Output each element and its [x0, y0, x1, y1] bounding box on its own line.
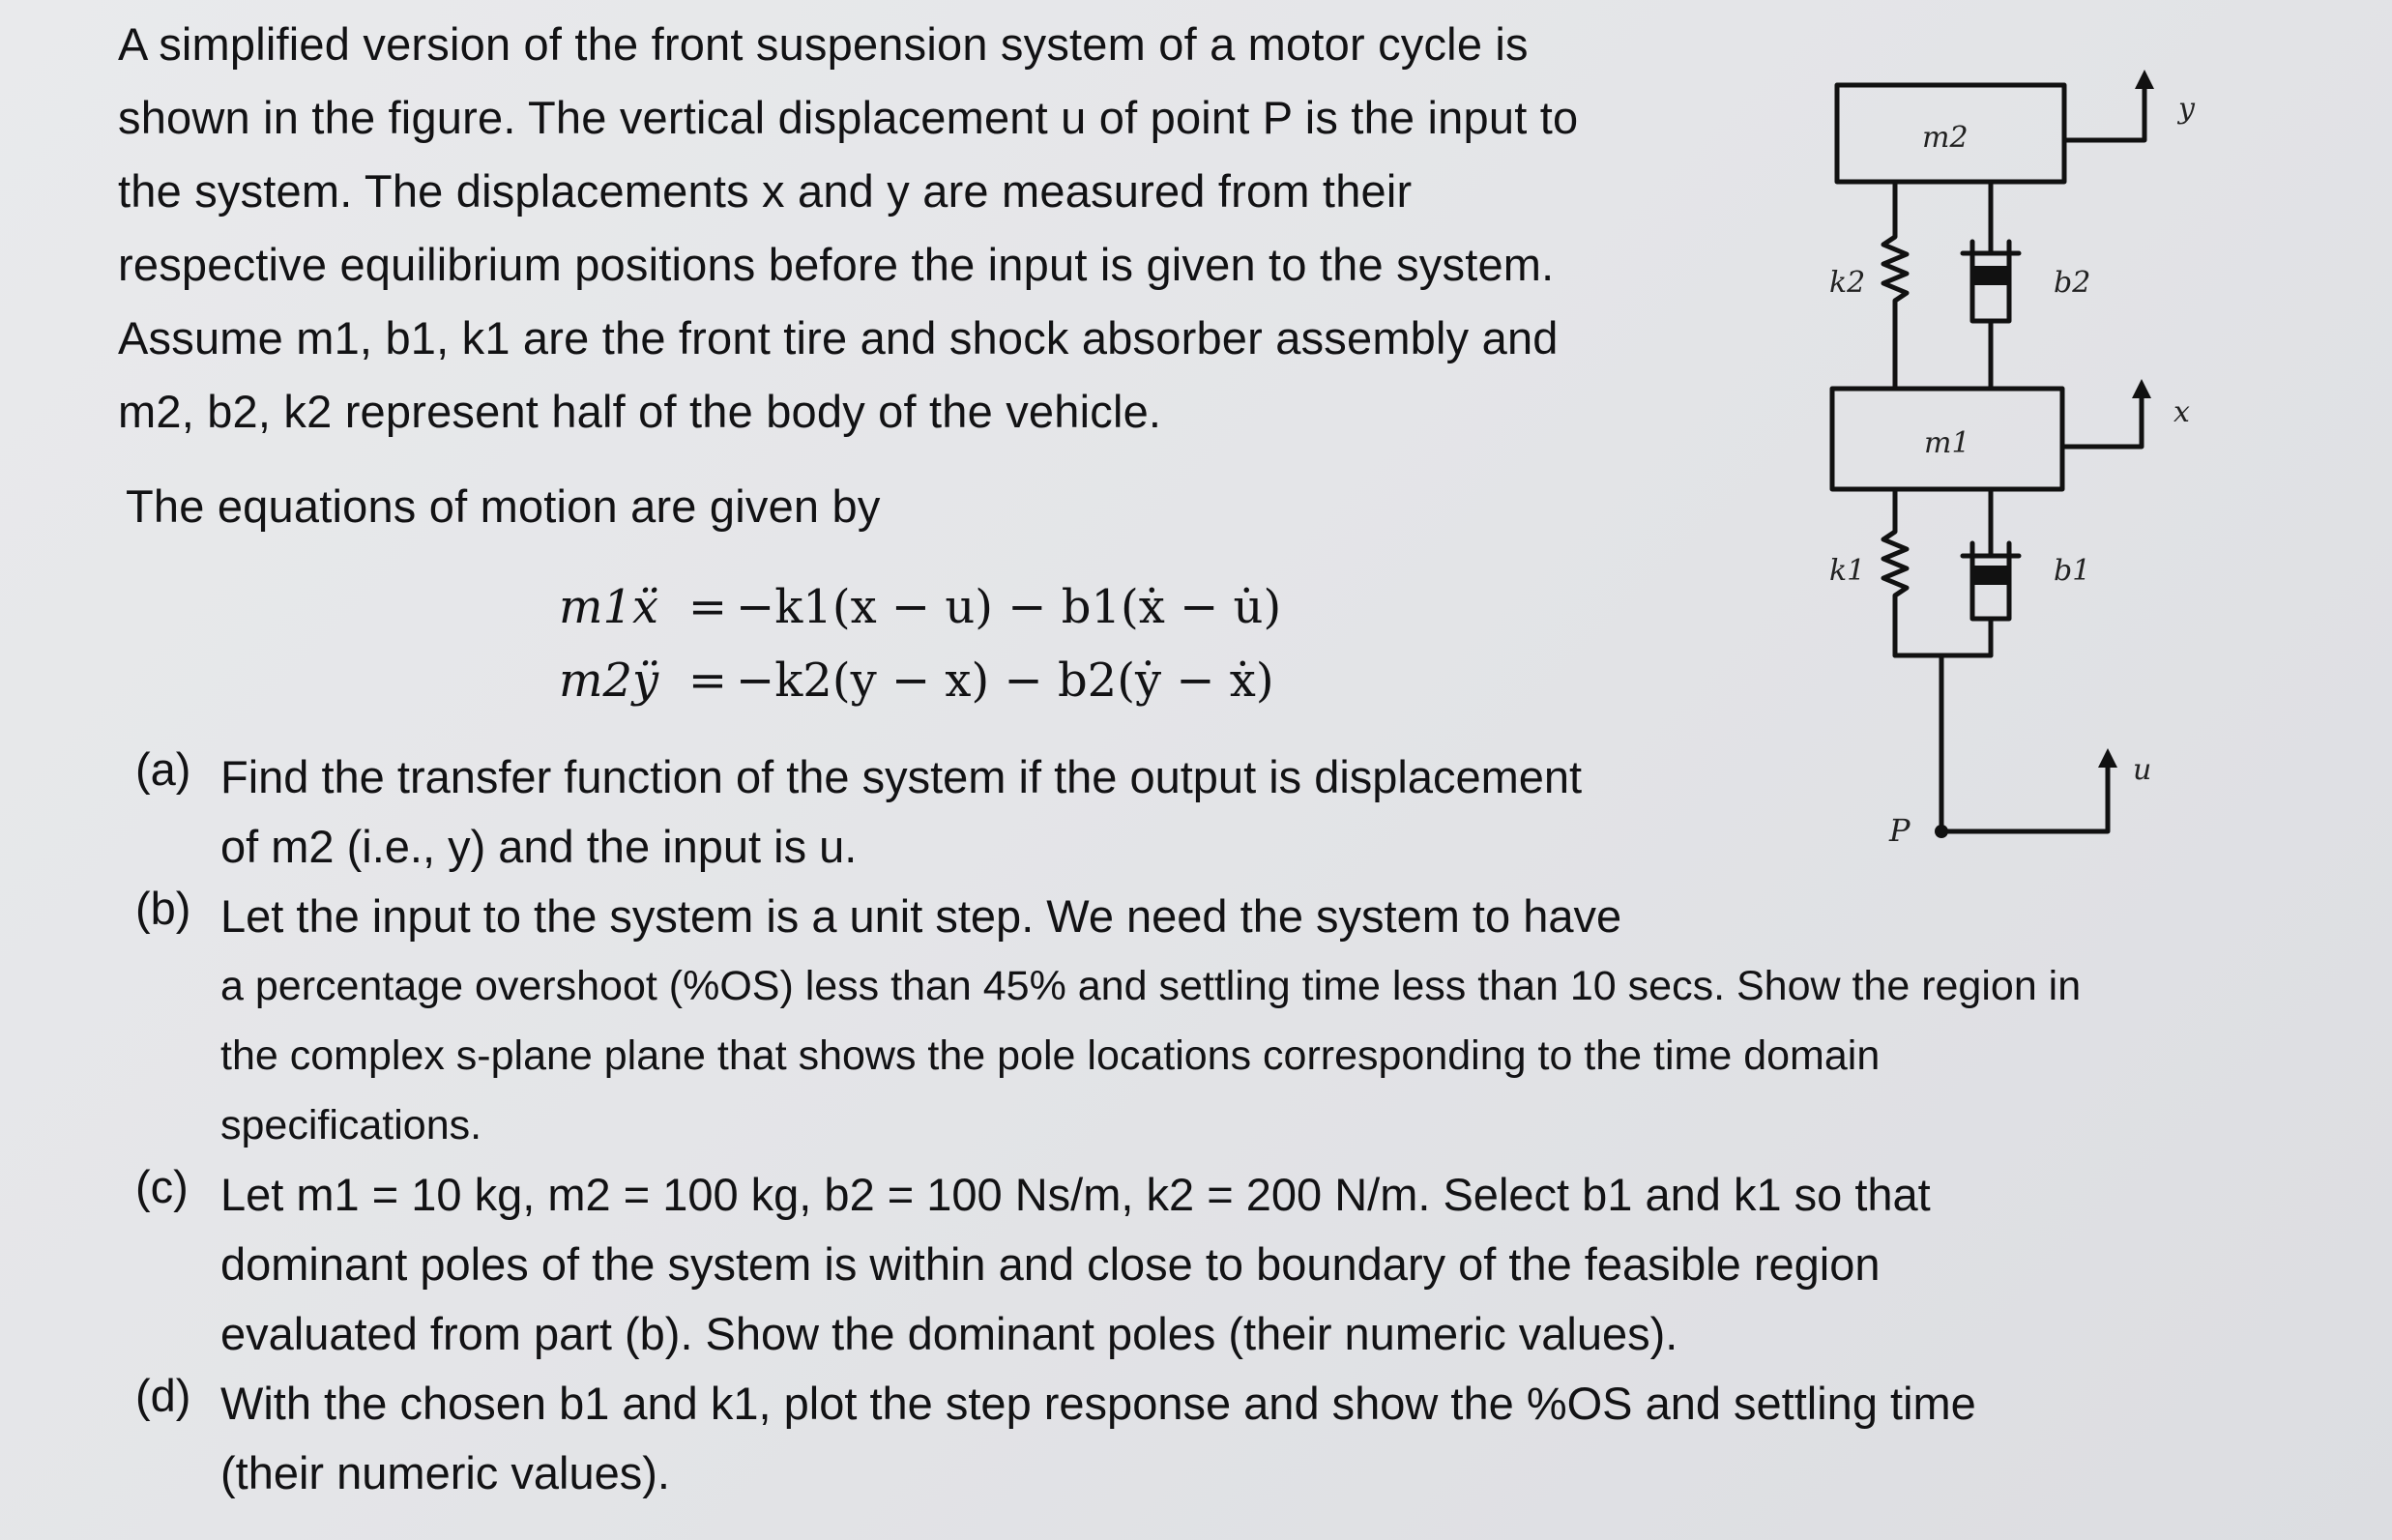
part-b-line-3: the complex s-plane plane that shows the pole locations corresponding to the time domain	[220, 1032, 1881, 1079]
part-a-tag: (a)	[135, 743, 191, 795]
intro-line-4: respective equilibrium positions before the input is given to the system.	[118, 239, 1555, 290]
label-b2: b2	[2054, 266, 2091, 300]
equation-2-rhs: −k2(y − x) − b2(ẏ − ẋ)	[736, 654, 1274, 708]
label-y: y	[2178, 92, 2195, 126]
part-d-line-1: With the chosen b1 and k1, plot the step response and show the %OS and settling time	[220, 1378, 1976, 1429]
label-k2: k2	[1829, 266, 1866, 300]
part-c-tag: (c)	[135, 1161, 189, 1212]
part-b-line-1: Let the input to the system is a unit step. We need the system to have	[220, 890, 1622, 942]
part-c-line-1: Let m1 = 10 kg, m2 = 100 kg, b2 = 100 Ns/m, k2 = 200 N/m. Select b1 and k1 so that	[220, 1169, 1931, 1220]
x-reference-line	[2062, 392, 2142, 447]
intro-line-3: the system. The displacements x and y are measured from their	[118, 165, 1413, 217]
part-b-line-2: a percentage overshoot (%OS) less than 45% and settling time less than 10 secs. Show the region in	[220, 963, 2082, 1009]
label-k1: k1	[1829, 554, 1866, 588]
part-c-line-3: evaluated from part (b). Show the dominant poles (their numeric values).	[220, 1308, 1678, 1359]
part-a-line-1: Find the transfer function of the system if the output is displacement	[220, 751, 1583, 802]
equation-1: m1ẍ = −k1(x − u) − b1(ẋ − u̇)	[559, 570, 1281, 644]
point-p-marker	[1935, 825, 1948, 838]
input-link	[1941, 764, 2108, 831]
part-b-tag: (b)	[135, 883, 191, 934]
label-point-p: P	[1889, 812, 1911, 849]
y-reference-line	[2064, 82, 2144, 140]
arrow-y-icon	[2135, 70, 2154, 89]
arrow-u-icon	[2098, 748, 2117, 768]
equation-2: m2ÿ = −k2(y − x) − b2(ẏ − ẋ)	[559, 644, 1281, 717]
part-c-line-2: dominant poles of the system is within and close to boundary of the feasible region	[220, 1238, 1881, 1290]
equation-1-lhs: m1ẍ	[559, 580, 659, 634]
equations-intro: The equations of motion are given by	[126, 480, 881, 532]
equation-2-lhs: m2ÿ	[559, 654, 659, 708]
label-u: u	[2133, 753, 2152, 787]
spring-k1	[1883, 489, 1907, 655]
arrow-x-icon	[2132, 379, 2151, 398]
spring-k2	[1883, 182, 1907, 389]
damper-b2-piston	[1974, 266, 2007, 285]
part-b-line-4: specifications.	[220, 1102, 482, 1148]
part-d-line-2: (their numeric values).	[220, 1447, 670, 1498]
equation-1-rhs: −k1(x − u) − b1(ẋ − u̇)	[736, 580, 1282, 634]
intro-line-1: A simplified version of the front suspension system of a motor cycle is	[118, 18, 1529, 70]
label-mass-m1: m1	[1924, 426, 1970, 460]
label-mass-m2: m2	[1922, 121, 1969, 155]
part-a-line-2: of m2 (i.e., y) and the input is u.	[220, 821, 858, 872]
label-x: x	[2173, 395, 2190, 429]
part-d-tag: (d)	[135, 1370, 191, 1421]
intro-line-5: Assume m1, b1, k1 are the front tire and shock absorber assembly and	[118, 312, 1559, 363]
damper-b1-piston	[1974, 566, 2007, 585]
intro-line-6: m2, b2, k2 represent half of the body of the vehicle.	[118, 386, 1162, 437]
intro-line-2: shown in the figure. The vertical displacement u of point P is the input to	[118, 92, 1579, 143]
label-b1: b1	[2054, 554, 2091, 588]
